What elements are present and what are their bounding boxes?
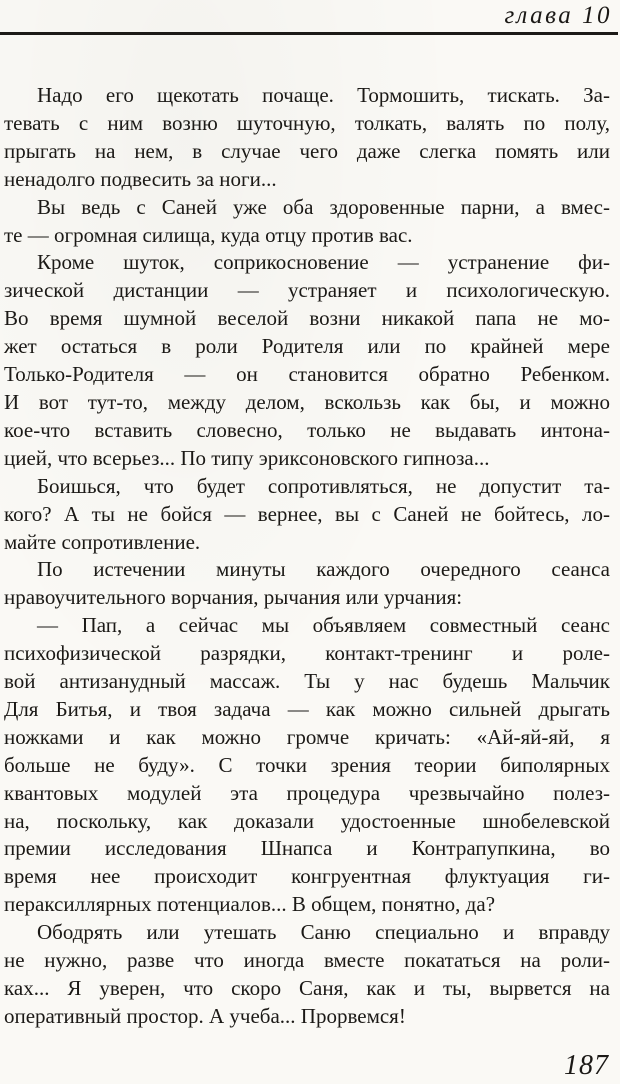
text-line: ненадолго подвесить за ноги... [4, 166, 277, 191]
text-line: ках... Я уверен, что скоро Саня, как и ты, вырвется на [4, 976, 610, 1000]
text-line: премии исследования Шнапса и Контрапупкина, во [4, 836, 610, 861]
text-line: Для Битья, и твоя задача — как можно сильней дрыгать [4, 696, 610, 721]
text-line: кое-что вставить словесно, только не выдавать интона- [4, 417, 610, 442]
chapter-heading: глава 10 [504, 2, 612, 29]
text-line: кого? А ты не бойся — вернее, вы с Саней не бойтесь, ло- [4, 501, 610, 526]
text-line: Надо его щекотать почаще. Тормошить, тискать. За- [37, 83, 610, 107]
text-line: оперативный простор. А учеба... Прорвемся! [4, 1003, 406, 1028]
text-line: больше не буду». С точки зрения теории биполярных [4, 752, 610, 777]
text-line: не нужно, разве что иногда вместе покататься на роли- [4, 948, 610, 973]
text-line: время нее происходит конгруентная флуктуация ги- [4, 864, 610, 889]
text-line: на, поскольку, как доказали удостоенные шнобелевской [4, 808, 610, 833]
text-line: тевать с ним возню шуточную, толкать, валять по полу, [4, 110, 610, 135]
text-line: Боишься, что будет сопротивляться, не допустит та- [37, 473, 610, 498]
text-line: зической дистанции — устраняет и психологическую. [4, 278, 610, 303]
text-line: По истечении минуты каждого очередного сеанса [37, 557, 610, 582]
text-line: Вы ведь с Саней уже оба здоровенные парни, а вмес- [37, 194, 610, 219]
text-line: ножками и как можно громче кричать: «Ай-яй-яй, я [4, 724, 610, 749]
text-line: И вот тут-то, между делом, вскользь как бы, и можно [4, 389, 610, 414]
header-rule [0, 32, 618, 35]
text-line: майте сопротивление. [4, 529, 201, 554]
text-line: Во время шумной веселой возни никакой папа не мо- [4, 306, 610, 331]
text-line: пераксиллярных потенциалов... В общем, понятно, да? [4, 892, 496, 917]
text-line: нравоучительного ворчания, рычания или урчания: [4, 585, 463, 610]
text-line: Только-Родителя — он становится обратно Ребенком. [4, 362, 610, 387]
text-line: жет остаться в роли Родителя или по крайней мере [4, 334, 610, 359]
text-line: прыгать на нем, в случае чего даже слегка помять или [4, 138, 610, 163]
text-line: Кроме шуток, соприкосновение — устранение фи- [37, 250, 610, 275]
text-line: психофизической разрядки, контакт-тренинг и роле- [4, 641, 610, 666]
text-line: — Пап, а сейчас мы объявляем совместный сеанс [37, 613, 610, 638]
text-line: цией, что всерьез... По типу эриксоновского гипноза... [4, 445, 490, 470]
text-line: Ободрять или утешать Саню специально и вправду [37, 920, 610, 945]
page-number: 187 [564, 1050, 609, 1081]
text-line: квантовых модулей эта процедура чрезвычайно полез- [4, 780, 610, 805]
text-line: те — огромная силища, куда отцу против вас. [4, 222, 413, 247]
text-line: вой антизанудный массаж. Ты у нас будешь Мальчик [4, 669, 610, 694]
body-text [4, 82, 610, 1031]
